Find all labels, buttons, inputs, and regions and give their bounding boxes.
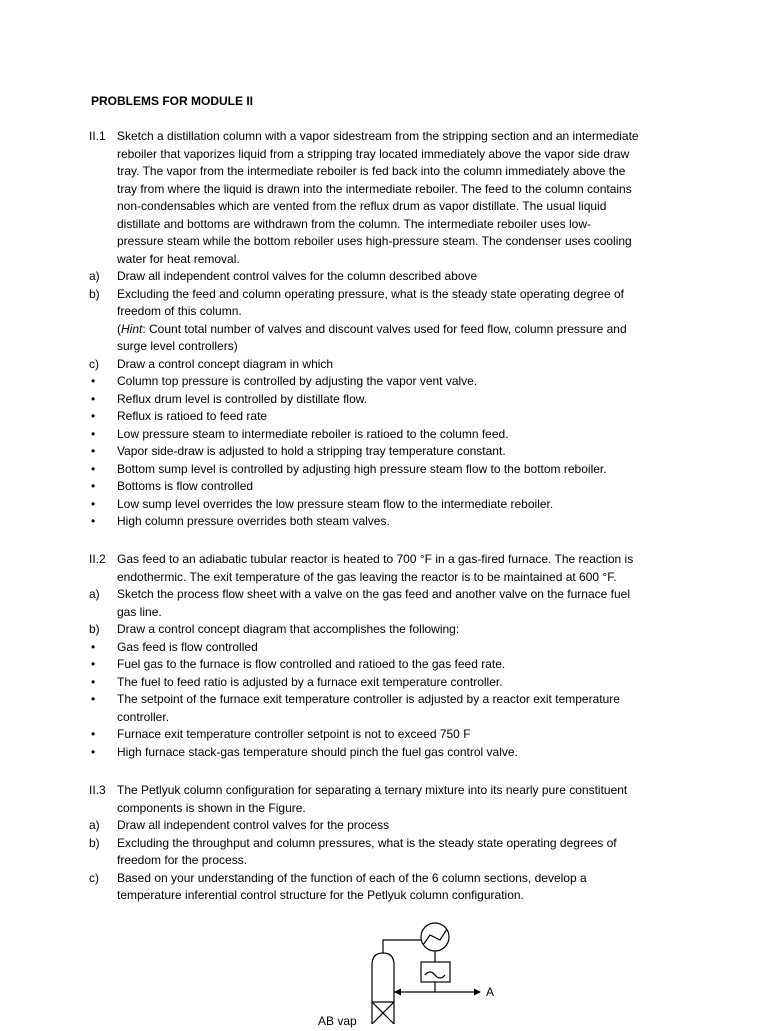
problem-3 — [89, 782, 679, 905]
part-label: b) — [89, 286, 100, 301]
part-text: Draw a control concept diagram that accomplishes the following: — [117, 622, 460, 636]
bullet-item — [89, 656, 679, 674]
text-line: freedom for the process. — [117, 853, 248, 867]
product-a-arrow — [474, 989, 481, 996]
problem-1-number: II.1 — [89, 129, 106, 143]
part-label: a) — [89, 587, 100, 601]
bullet-icon: • — [91, 496, 96, 511]
column-shell — [372, 953, 394, 1024]
text-line: endothermic. The exit temperature of the gas leaving the reactor is to be maintained at 600 °F. — [117, 569, 617, 584]
bullet-text: The fuel to feed ratio is adjusted by a furnace exit temperature controller. — [117, 674, 503, 689]
problem-2 — [89, 551, 679, 761]
bullet-item — [89, 373, 679, 391]
condenser-coil — [423, 929, 447, 945]
text-line: Excluding the throughput and column pressures, what is the steady state operating degrees of — [117, 835, 617, 850]
problem-3-part-c — [89, 870, 679, 905]
bullet-icon: • — [91, 692, 96, 706]
hint-line — [117, 321, 679, 339]
bullet-item — [89, 674, 679, 692]
bullet-item — [89, 408, 679, 426]
text-line: surge level controllers) — [117, 339, 238, 353]
text-line: Based on your understanding of the function of each of the 6 column sections, develop a — [117, 870, 587, 885]
text-line: reboiler that vaporizes liquid from a stripping tray located immediately above the vapor side draw — [117, 146, 630, 161]
problem-1-part-b — [89, 286, 679, 356]
bullet-item — [89, 726, 679, 744]
text-line: The Petlyuk column configuration for separating a ternary mixture into its nearly pure constituent — [117, 783, 628, 797]
text-line: tray. The vapor from the intermediate reboiler is fed back into the column immediately above the — [117, 164, 626, 178]
problem-3-part-b — [89, 835, 679, 870]
problem-1 — [89, 128, 679, 531]
text-line: pressure steam while the bottom reboiler uses high-pressure steam. The condenser uses cooling — [117, 234, 632, 248]
page-heading: PROBLEMS FOR MODULE II — [91, 94, 253, 108]
bullet-icon: • — [91, 639, 96, 654]
bullet-text: Column top pressure is controlled by adjusting the vapor vent valve. — [117, 374, 478, 388]
bullet-text: controller. — [117, 709, 170, 724]
bullet-text: Gas feed is flow controlled — [117, 639, 258, 654]
text-line: water for heat removal. — [117, 251, 240, 266]
bullet-text: Bottoms is flow controlled — [117, 479, 254, 493]
overhead-vapor-line — [383, 940, 421, 953]
bullet-text: Low pressure steam to intermediate reboiler is ratioed to the column feed. — [117, 426, 509, 441]
drum-liquid-level — [425, 972, 445, 978]
text-line: freedom of this column. — [117, 304, 242, 318]
bullet-icon: • — [91, 444, 96, 458]
text-line: Sketch a distillation column with a vapor sidestream from the stripping section and an intermediate — [117, 129, 639, 143]
text-line: Gas feed to an adiabatic tubular reactor is heated to 700 °F in a gas-fired furnace. The reaction is — [117, 552, 634, 566]
bullet-item — [89, 639, 679, 657]
text-line: Excluding the feed and column operating pressure, what is the steady state operating degree of — [117, 286, 624, 301]
reflux-drum — [421, 962, 450, 982]
text-line: distillate and bottoms are withdrawn from the column. The intermediate reboiler uses low- — [117, 216, 591, 231]
text-line: components is shown in the Figure. — [117, 800, 306, 815]
hint-rest: : Count total number of valves and discount valves used for feed flow, column pressure and — [142, 321, 627, 336]
problem-3-part-a — [89, 817, 679, 835]
bullet-text: Reflux drum level is controlled by distillate flow. — [117, 391, 368, 406]
part-text: Draw all independent control valves for the process — [117, 818, 390, 832]
part-label: a) — [89, 818, 100, 832]
bullet-text: High column pressure overrides both steam valves. — [117, 514, 390, 528]
part-label: b) — [89, 835, 100, 850]
bullet-text: High furnace stack-gas temperature should pinch the fuel gas control valve. — [117, 744, 518, 759]
bullet-icon: • — [91, 744, 96, 759]
bullet-icon: • — [91, 426, 96, 441]
part-label: b) — [89, 622, 100, 636]
bullet-icon: • — [91, 409, 96, 423]
problem-3-number: II.3 — [89, 783, 106, 797]
bullet-item — [89, 744, 679, 762]
problem-2-part-a — [89, 586, 679, 621]
part-text: Draw a control concept diagram in which — [117, 356, 334, 371]
text-line: non-condensables which are vented from the reflux drum as vapor distillate. The usual liquid — [117, 199, 607, 213]
bullet-text: Furnace exit temperature controller setpoint is not to exceed 750 F — [117, 727, 471, 741]
part-label: c) — [89, 870, 99, 885]
bullet-text: Low sump level overrides the low pressure steam flow to the intermediate reboiler. — [117, 496, 554, 511]
bullet-text: Bottom sump level is controlled by adjusting high pressure steam flow to the bottom reboiler. — [117, 461, 607, 476]
text-line: tray from where the liquid is drawn into the intermediate reboiler. The feed to the column contains — [117, 181, 632, 196]
problem-1-part-a — [89, 268, 679, 286]
problem-2-number: II.2 — [89, 552, 106, 566]
bullet-item — [89, 513, 679, 531]
condenser-icon — [421, 923, 449, 951]
packing-cross-2 — [372, 1002, 394, 1024]
bullet-icon: • — [91, 374, 96, 388]
bullet-item — [89, 691, 679, 726]
text-line: temperature inferential control structure for the Petlyuk column configuration. — [117, 888, 524, 902]
part-text: Draw all independent control valves for the column described above — [117, 269, 478, 283]
text-line: gas line. — [117, 604, 162, 619]
problem-2-part-b — [89, 621, 679, 639]
bullet-icon: • — [91, 461, 96, 476]
bullet-icon: • — [91, 391, 96, 406]
part-label: c) — [89, 356, 99, 371]
bullet-item — [89, 426, 679, 444]
bullet-item — [89, 443, 679, 461]
bullet-item — [89, 496, 679, 514]
bullet-icon: • — [91, 727, 96, 741]
bullet-icon: • — [91, 514, 96, 528]
ab-vapor-label: AB vap — [318, 1014, 357, 1028]
reflux-arrow — [394, 989, 401, 996]
bullet-item — [89, 478, 679, 496]
bullet-icon: • — [91, 674, 96, 689]
bullet-text: The setpoint of the furnace exit temperature controller is adjusted by a reactor exit temperature — [117, 692, 620, 706]
problem-1-part-c — [89, 356, 679, 374]
bullet-item — [89, 461, 679, 479]
part-label: a) — [89, 269, 100, 283]
bullet-icon: • — [91, 657, 96, 671]
product-a-label: A — [486, 985, 495, 999]
bullet-text: Fuel gas to the furnace is flow controlled and ratioed to the gas feed rate. — [117, 657, 506, 671]
bullet-item — [89, 391, 679, 409]
hint-word: Hint — [121, 321, 143, 336]
hint-open: ( — [117, 321, 121, 336]
problem-1-intro — [117, 128, 679, 268]
packing-cross-1 — [372, 1002, 394, 1024]
text-line: Sketch the process flow sheet with a valve on the gas feed and another valve on the furnace fuel — [117, 587, 630, 601]
bullet-text: Reflux is ratioed to feed rate — [117, 409, 268, 423]
bullet-text: Vapor side-draw is adjusted to hold a stripping tray temperature constant. — [117, 444, 506, 458]
bullet-icon: • — [91, 479, 96, 493]
